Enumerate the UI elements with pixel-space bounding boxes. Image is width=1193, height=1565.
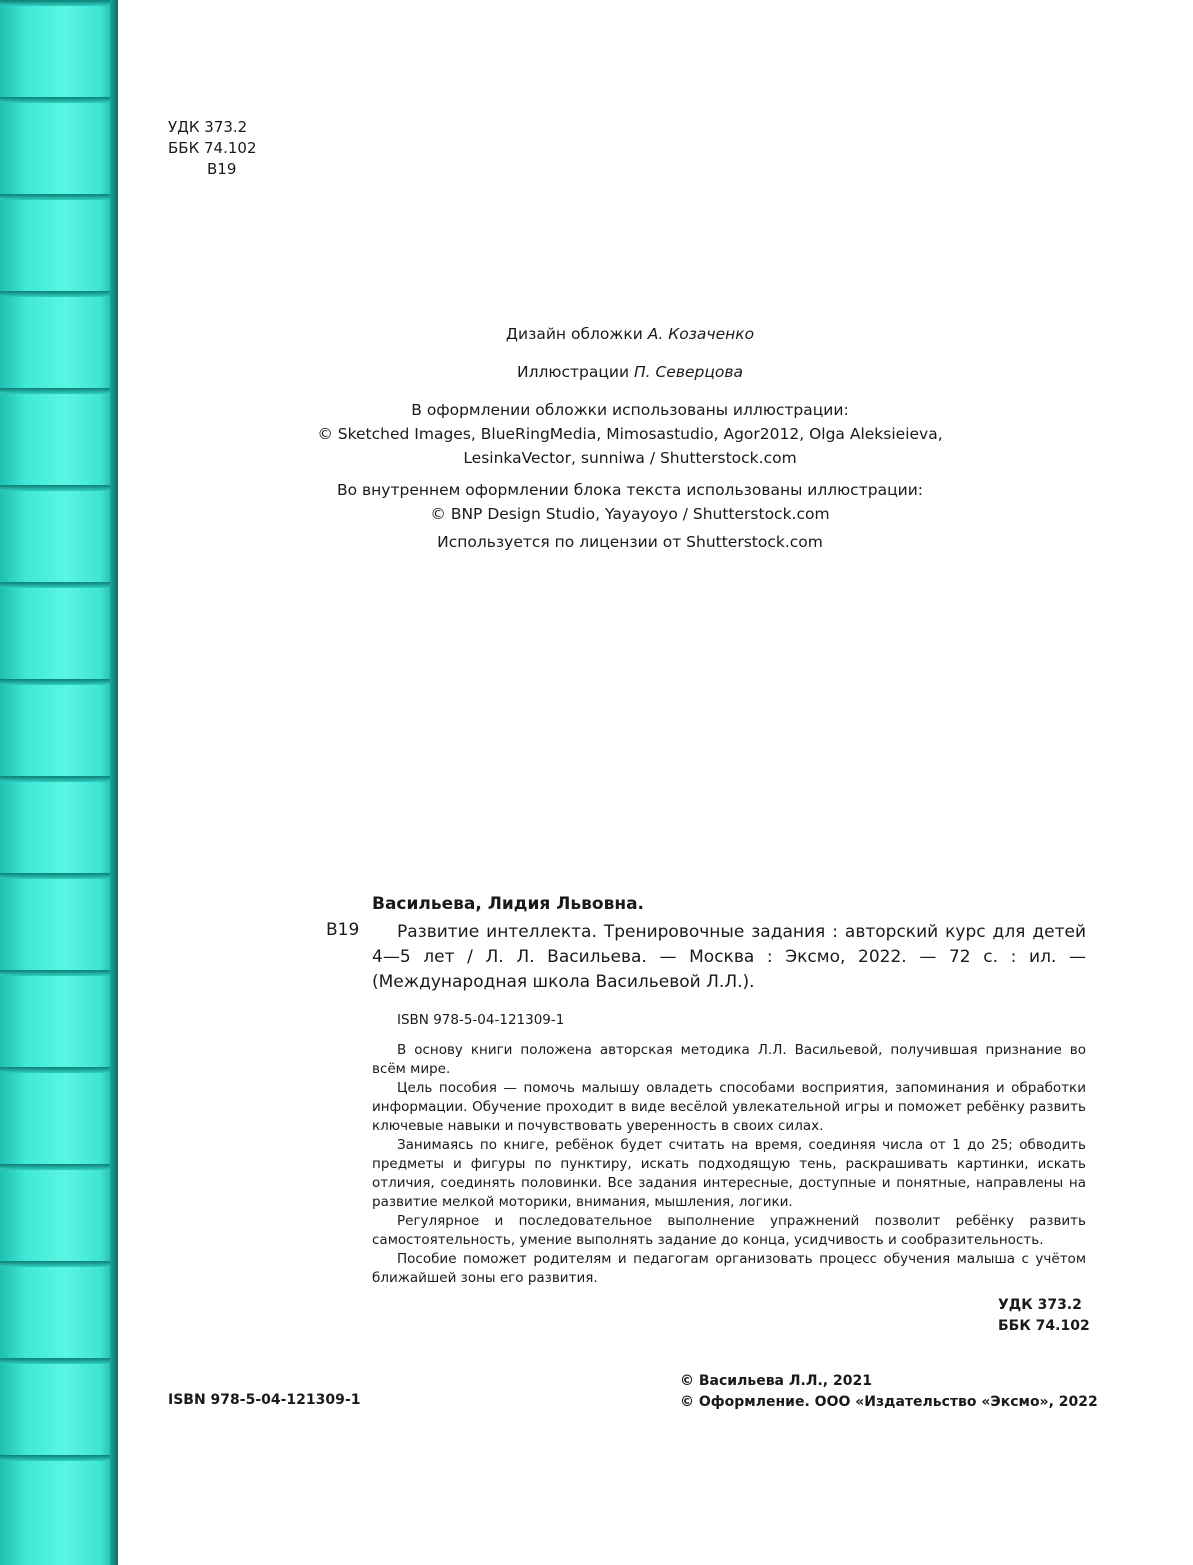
tile [0,388,118,485]
tile [0,970,118,1067]
cover-design-line [260,322,1000,346]
bibliography-description: Развитие интеллекта. Тренировочные задания : авторский курс для детей 4—5 лет / Л. Л. Васильева. — Москва : Эксмо, 2022. — 72 с. : ил. — (Международная школа Васильевой Л.Л.). [372,922,1086,992]
copyright-design: © Оформление. ООО «Издательство «Эксмо», 2022 [680,1394,1098,1410]
annotation-paragraph: Занимаясь по книге, ребёнок будет считать на время, соединяя числа от 1 до 25; обводить предметы и фигуры по пунктиру, искать подходящую тень, раскрашивать картинки, искать отличия, соединять половинки. Все задания интересные, доступные и понятные, направлены на развитие мелкой моторики, внимания, мышления, логики. [372,1137,1086,1210]
udk-top: УДК 373.2 [168,118,248,136]
tile [0,873,118,970]
tile [0,194,118,291]
tile [0,1455,118,1565]
bibliography-author: Васильева, Лидия Львовна. [372,894,644,914]
credits-block [260,322,1000,554]
cover-illustrations-line-3: LesinkaVector, sunniwa / Shutterstock.com [463,449,797,467]
copyright-block [680,1371,1098,1413]
cover-design-name: А. Козаченко [647,325,755,343]
bibliography-code: В19 [326,920,360,940]
bibliography-description-block [372,920,1086,995]
tile [0,582,118,679]
tile [0,97,118,194]
illustrations-name: П. Северцова [633,363,744,381]
license-line: Используется по лицензии от Shutterstock.com [437,533,823,551]
tile [0,679,118,776]
author-code-top: В19 [207,160,237,178]
copyright-author: © Васильева Л.Л., 2021 [680,1373,872,1389]
annotation-paragraph: Цель пособия — помочь малышу овладеть способами восприятия, запоминания и обработки информации. Обучение проходит в виде весёлой увлекательной игры и поможет ребёнку развить ключевые навыки и почувствовать уверенность в своих силах. [372,1080,1086,1134]
illustrations-line [260,360,1000,384]
annotation-paragraph: В основу книги положена авторская методика Л.Л. Васильевой, получившая признание во всём мире. [372,1042,1086,1077]
cover-design-label: Дизайн обложки [505,325,643,343]
cover-illustrations-line-2: © Sketched Images, BlueRingMedia, Mimosastudio, Agor2012, Olga Aleksieieva, [317,425,943,443]
tile [0,776,118,873]
illustrations-label: Иллюстрации [516,363,630,381]
tile [0,485,118,582]
tile [0,1164,118,1261]
tile [0,291,118,388]
tile [0,1358,118,1455]
classification-bottom [998,1295,1090,1337]
cover-illustrations-line-1: В оформлении обложки использованы иллюстрации: [411,401,849,419]
annotation [372,1041,1086,1288]
annotation-paragraph: Регулярное и последовательное выполнение упражнений позволит ребёнку развить самостоятельность, умение выполнять задание до конца, усидчивость и сообразительность. [372,1213,1086,1248]
bbk-top: ББК 74.102 [168,139,257,157]
inner-illustrations-line-2: © BNP Design Studio, Yayayoyo / Shutterstock.com [430,505,830,523]
tile [0,0,118,97]
udk-bottom: УДК 373.2 [998,1297,1082,1313]
inner-illustrations-line-1: Во внутреннем оформлении блока текста использованы иллюстрации: [336,481,923,499]
tile [0,1261,118,1358]
annotation-paragraph: Пособие поможет родителям и педагогам организовать процесс обучения малыша с учётом ближайшей зоны его развития. [372,1251,1086,1286]
decorative-tile-strip [0,0,118,1565]
tile [0,1067,118,1164]
bibliography-isbn: ISBN 978-5-04-121309-1 [397,1012,565,1028]
bbk-bottom: ББК 74.102 [998,1318,1090,1334]
isbn-footer: ISBN 978-5-04-121309-1 [168,1392,361,1408]
